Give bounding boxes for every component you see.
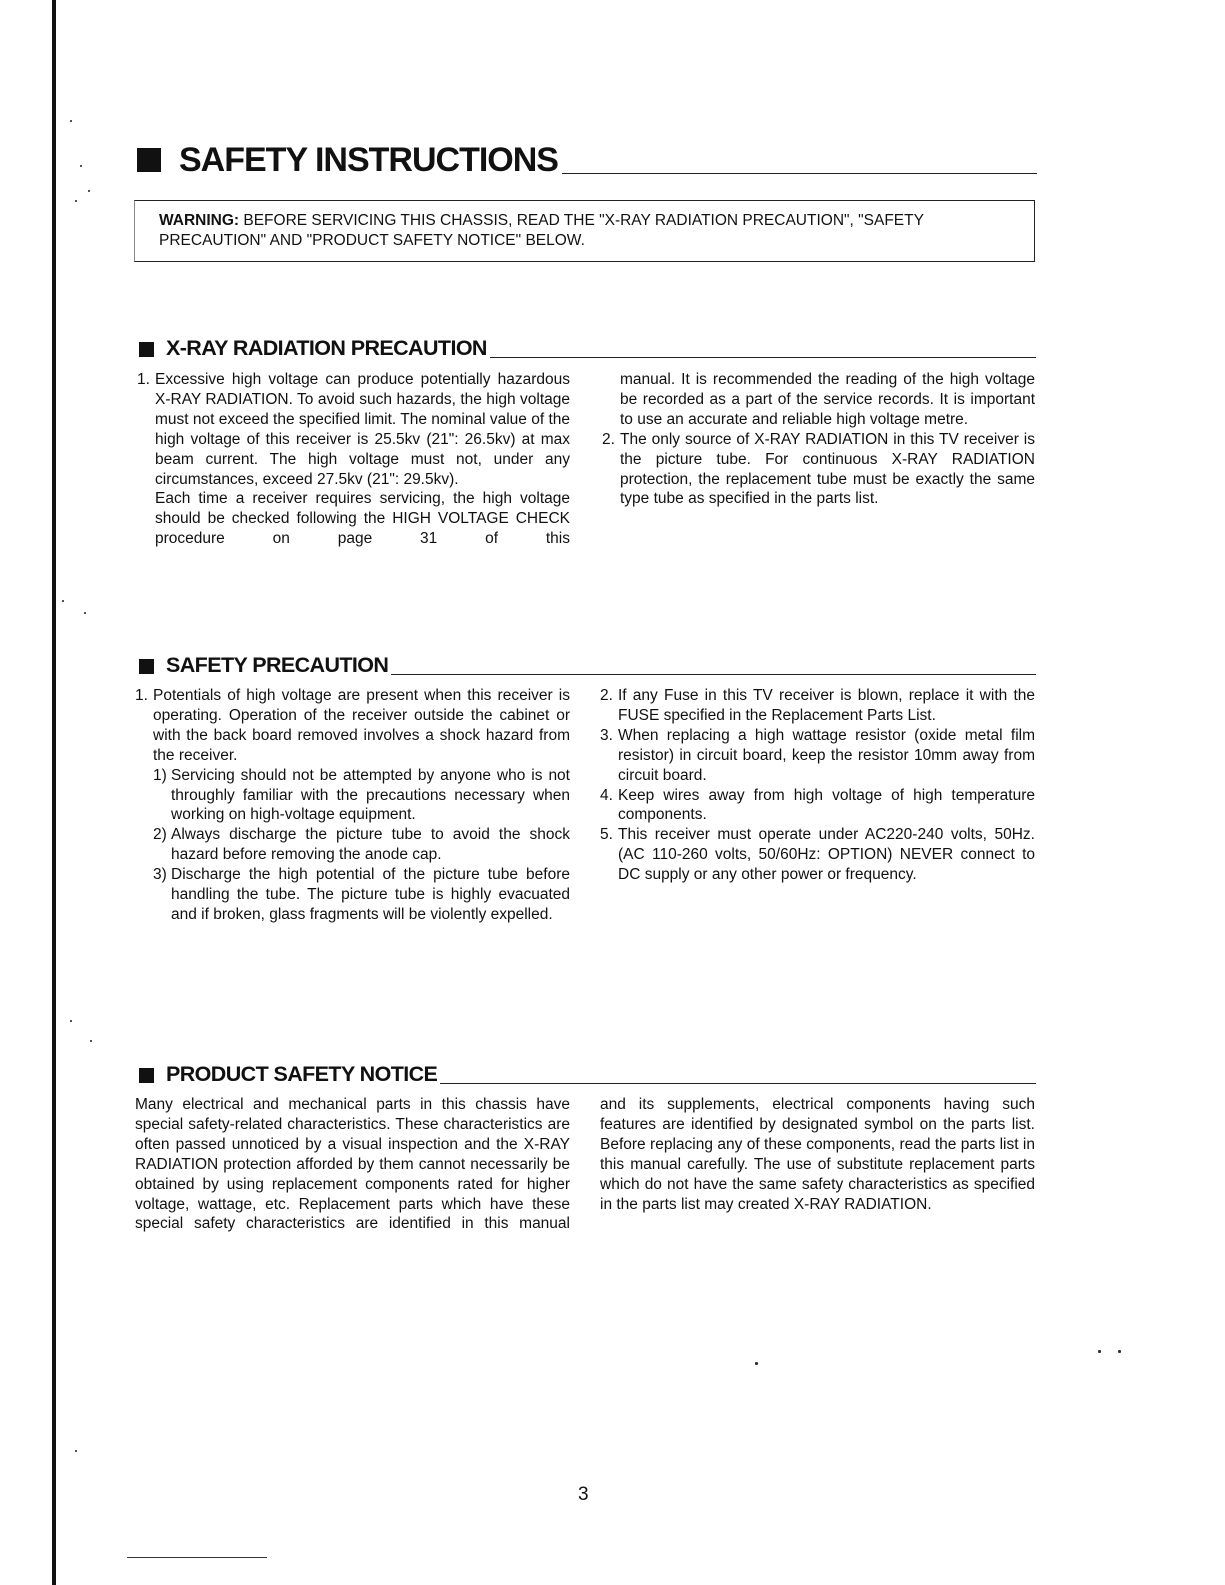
section-bullet-icon: [139, 342, 154, 357]
paragraph: and its supplements, electrical components having such features are identified by designated symbol on the parts list. Before replacing any of these components, read the parts list in this manual carefully. The use of substitute replacement parts which do not have the same safety characteristics as specified in the parts list may created X-RAY RADIATION.: [600, 1096, 1035, 1213]
list-item: [600, 786, 1035, 826]
list-item: [600, 726, 1035, 786]
item-text-continued: Each time a receiver requires servicing, the high voltage should be checked following the HIGH VOLTAGE CHECK procedure on page 31 of this: [155, 490, 570, 548]
product-right-column: [600, 1095, 1035, 1214]
safety-right-column: [600, 686, 1035, 885]
item-number: 1.: [137, 371, 150, 388]
sub-item-text: Servicing should not be attempted by anyone who is not throughly familiar with the precautions necessary when working on high-voltage equipment.: [171, 766, 570, 824]
item-number: 4.: [600, 786, 613, 804]
item-text: Excessive high voltage can produce potentially hazardous X-RAY RADIATION. To avoid such hazards, the high voltage must not exceed the specified limit. The nominal value of the high voltage of this receiver is 25.5kv (21": 26.5kv) at max beam current. The high voltage must not, under any circumstances, exceed 27.5kv (21": 29.5kv).: [155, 371, 570, 488]
paragraph: Many electrical and mechanical parts in this chassis have special safety-related characteristics. These characteristics are often passed unnoticed by a visual inspection and the X-RAY RADIATION protection afforded by them cannot necessarily be obtained by using replacement components rated for higher voltage, wattage, etc. Replacement parts which have these special safety characteristics are identified in this manual: [135, 1096, 570, 1233]
item-text: When replacing a high wattage resistor (oxide metal film resistor) in circuit board, keep the resistor 10mm away from circuit board.: [618, 726, 1035, 784]
warning-label: WARNING:: [159, 212, 240, 229]
xray-right-column: [602, 370, 1035, 509]
section-rule: [391, 674, 1036, 675]
warning-box: [134, 200, 1035, 262]
warning-body: BEFORE SERVICING THIS CHASSIS, READ THE "X-RAY RADIATION PRECAUTION", "SAFETY PRECAUTION" AND "PRODUCT SAFETY NOTICE" BELOW.: [159, 212, 924, 249]
sub-list-item: [135, 865, 570, 925]
page-title: SAFETY INSTRUCTIONS: [179, 141, 558, 179]
section-heading-safety: [139, 653, 1036, 677]
item-number: 3.: [600, 726, 613, 744]
item-text: manual. It is recommended the reading of the high voltage be recorded as a part of the service records. It is important to use an accurate and reliable high voltage metre.: [620, 371, 1035, 428]
list-item: [135, 686, 570, 766]
list-item: [600, 825, 1035, 885]
sub-item-text: Discharge the high potential of the picture tube before handling the tube. The picture tube is highly evacuated and if broken, glass fragments will be violently expelled.: [171, 866, 570, 923]
title-rule: [562, 173, 1037, 174]
page-title-row: [137, 142, 1037, 178]
page-number: 3: [578, 1484, 589, 1505]
sub-list-item: [135, 766, 570, 826]
section-bullet-icon: [139, 659, 154, 674]
item-number: 1.: [135, 687, 148, 704]
sub-item-number: 3): [153, 866, 167, 884]
safety-left-column: [135, 686, 570, 925]
item-text: This receiver must operate under AC220-240 volts, 50Hz. (AC 110-260 volts, 50/60Hz: OPTION) NEVER connect to DC supply or any other power or frequency.: [618, 826, 1035, 884]
sub-item-text: Always discharge the picture tube to avoid the shock hazard before removing the anode cap.: [171, 826, 570, 864]
item-text: Keep wires away from high voltage of high temperature components.: [618, 786, 1035, 824]
list-item: [600, 686, 1035, 726]
xray-left-column: [137, 370, 570, 549]
section-rule: [440, 1083, 1036, 1084]
item-number: 2.: [600, 687, 613, 704]
scan-binding-edge: [52, 0, 56, 1585]
item-number: 2.: [602, 430, 615, 448]
section-title: PRODUCT SAFETY NOTICE: [166, 1062, 438, 1086]
section-title: X-RAY RADIATION PRECAUTION: [166, 336, 487, 360]
sub-item-number: 1): [153, 766, 167, 784]
section-bullet-icon: [139, 1068, 154, 1083]
section-heading-product: [139, 1062, 1036, 1086]
section-heading-xray: [139, 336, 1036, 360]
section-rule: [490, 357, 1036, 358]
sub-item-number: 2): [153, 826, 167, 844]
item-text: Potentials of high voltage are present when this receiver is operating. Operation of the receiver outside the cabinet or with the back board removed involves a shock hazard from the receiver.: [153, 687, 570, 764]
footer-link-underline: [127, 1557, 267, 1558]
list-item: [137, 370, 570, 549]
title-bullet-icon: [137, 148, 161, 172]
section-title: SAFETY PRECAUTION: [166, 653, 389, 677]
product-left-column: [135, 1095, 570, 1234]
item-number: 5.: [600, 826, 613, 844]
item-text: The only source of X-RAY RADIATION in this TV receiver is the picture tube. For continuous X-RAY RADIATION protection, the replacement tube must be exactly the same type tube as specified in the parts list.: [620, 430, 1035, 508]
item-text: If any Fuse in this TV receiver is blown, replace it with the FUSE specified in the Replacement Parts List.: [618, 687, 1035, 724]
sub-list-item: [135, 825, 570, 865]
list-item-continued: [602, 370, 1035, 430]
list-item: [602, 430, 1035, 510]
warning-text: [159, 211, 1016, 251]
